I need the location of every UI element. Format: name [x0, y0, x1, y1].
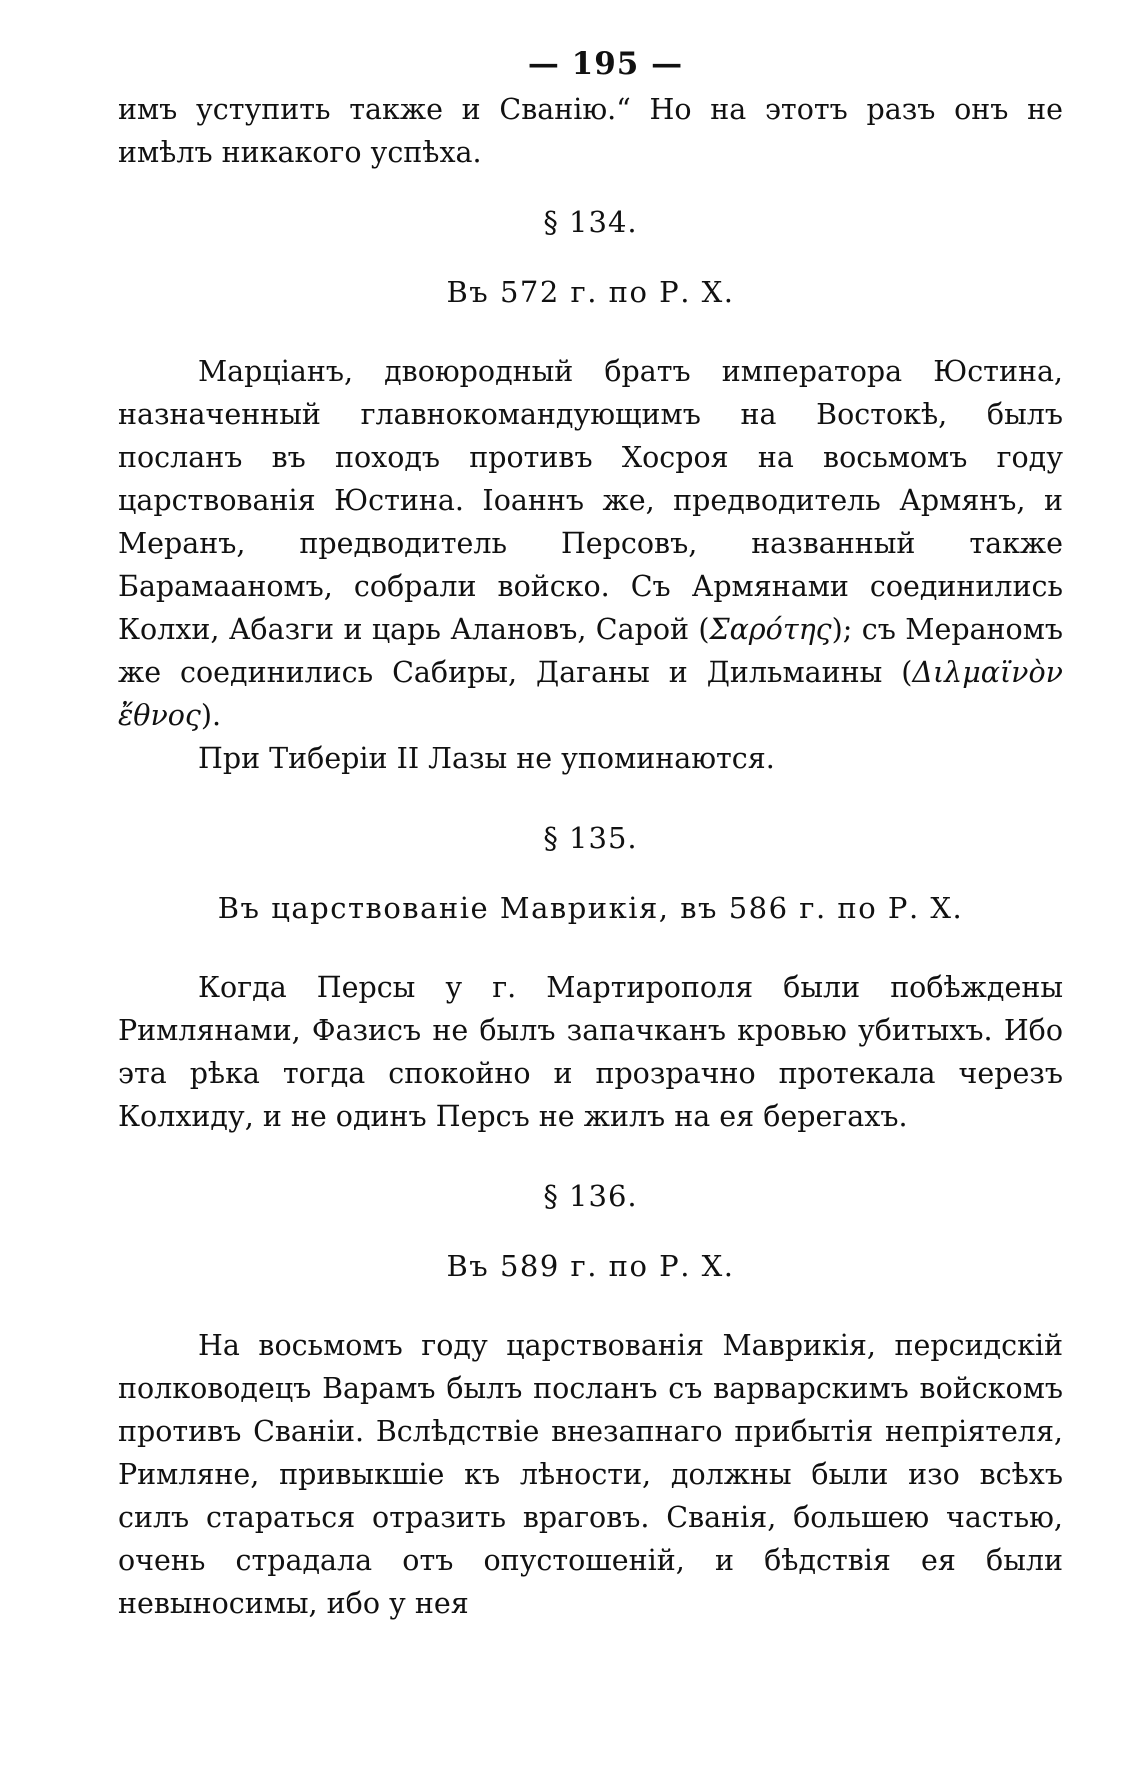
greek-term-sarotes: Σαρότης — [709, 613, 832, 646]
paragraph-marcian-text-1: Марціанъ, двоюродный братъ императора Юстина, назначенный главнокомандующимъ на Востокѣ, былъ посланъ въ походъ противъ Хосроя на восьмомъ году царствованія Юстина. Іоаннъ же, предводитель Армянъ, и Меранъ, предводитель Персовъ, названный также Барамааномъ, собрали войско. Съ Армянами соединились Колхи, Абазги и царь Алановъ, Сарой ( — [118, 355, 1063, 646]
date-heading-572: Въ 572 г. по Р. Х. — [446, 275, 735, 309]
paragraph-continuation: имъ уступить также и Сванію.“ Но на этотъ разъ онъ не имѣлъ никакого успѣха. — [118, 93, 1063, 169]
date-heading-589: Въ 589 г. по Р. Х. — [446, 1249, 735, 1283]
date-heading-586: Въ царствованіе Маврикія, въ 586 г. по Р. Х. — [217, 891, 964, 925]
paragraph-maurice: На восьмомъ году царствованія Маврикія, персидскій полководецъ Варамъ былъ посланъ съ варварскимъ войскомъ противъ Сваніи. Вслѣдствіе внезапнаго прибытія непріятеля, Римляне, привыкшіе къ лѣности, должны были изо всѣхъ силъ стараться отразить враговъ. Сванія, большею частью, очень страдала отъ опустошеній, и бѣдствія ея были невыносимы, ибо у нея — [118, 1329, 1063, 1620]
page-number: — 195 — — [527, 46, 684, 82]
document-page — [118, 40, 1063, 1625]
paragraph-persians: Когда Персы у г. Мартирополя были побѣждены Римлянами, Фазисъ не былъ запачканъ кровью убитыхъ. Ибо эта рѣка тогда спокойно и прозрачно протекала черезъ Колхиду, и не одинъ Персъ не жилъ на ея берегахъ. — [118, 971, 1063, 1133]
section-heading-134: § 134. — [543, 205, 638, 239]
paragraph-tiberius: При Тиберіи II Лазы не упоминаются. — [198, 742, 775, 775]
section-heading-136: § 136. — [543, 1179, 638, 1213]
paragraph-marcian-text-3: ). — [200, 699, 222, 732]
paragraph-marcian — [118, 350, 1063, 737]
paragraph-marcian-text-2: ); съ Мераномъ же соединились Сабиры, Даганы и Дильмаины ( — [118, 613, 1064, 689]
section-heading-135: § 135. — [543, 821, 638, 855]
greek-term-dilmainon: Διλμαϊνὸν ἔθνος — [118, 656, 1063, 732]
